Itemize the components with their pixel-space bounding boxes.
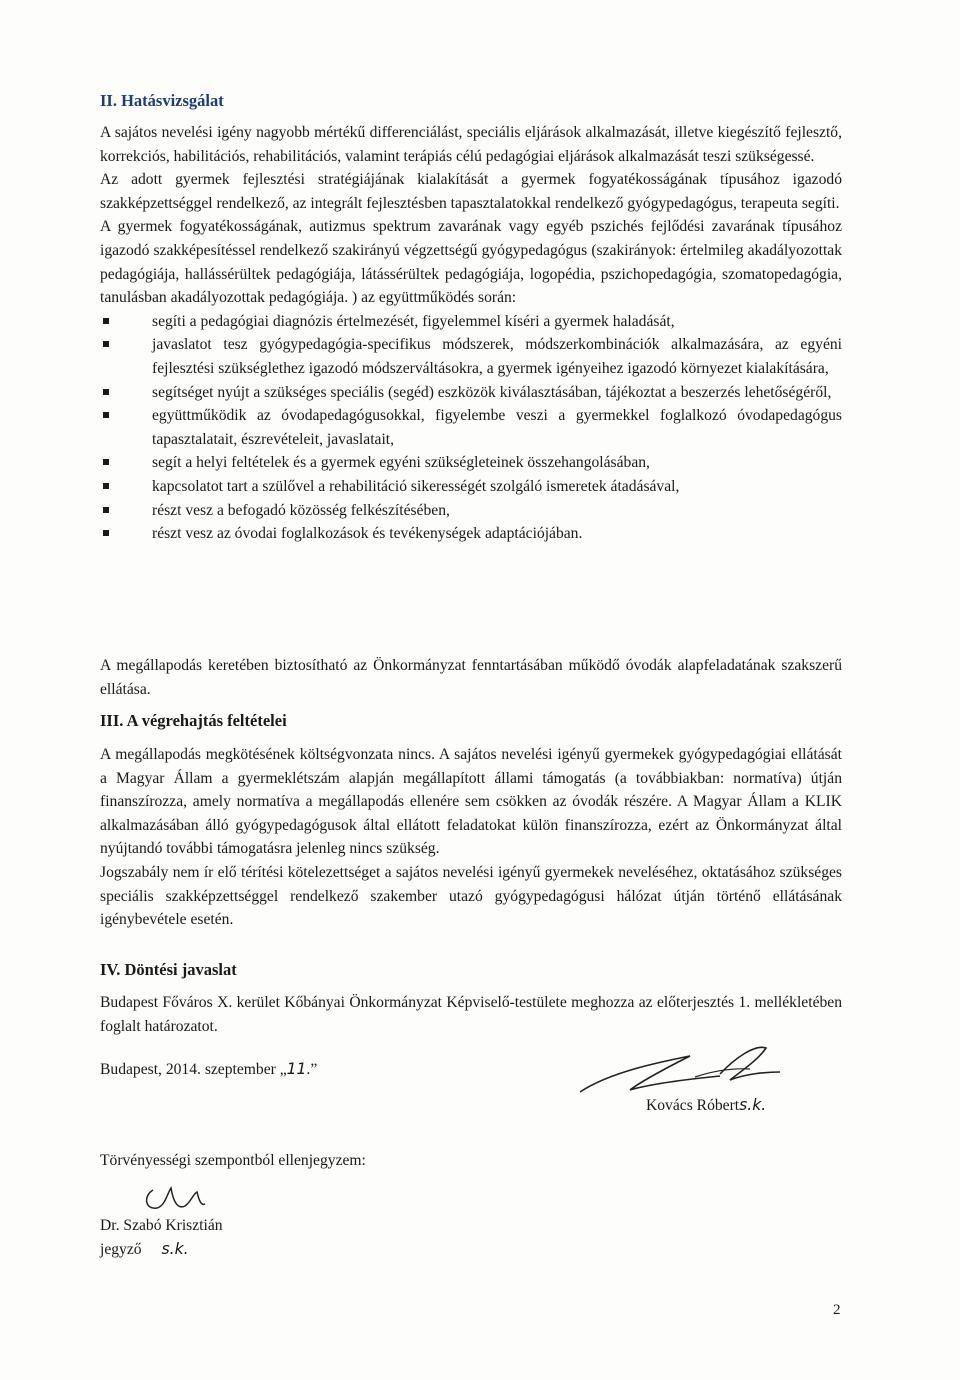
paragraph: Budapest Főváros X. kerület Kőbányai Önkormányzat Képviselő-testülete meghozza az előterjesztés 1. mellékletében foglalt határozatot. <box>100 994 842 1035</box>
list-item <box>100 451 842 475</box>
list-item-text: segít a helyi feltételek és a gyermek egyéni szükségleteinek összehangolásában, <box>152 454 650 472</box>
section-title-hatasvizsgalat: II. Hatásvizsgálat <box>100 91 224 110</box>
paragraph: A sajátos nevelési igény nagyobb mértékű differenciálást, speciális eljárások alkalmazását, illetve kiegészítő fejlesztő, korrekciós, habilitációs, rehabilitációs, valamint terápiás célú pedagógiai eljárások alkalmazását teszi szükségessé. <box>100 124 842 165</box>
list-item <box>100 475 842 499</box>
list-item <box>100 499 842 523</box>
list-item-text: javaslatot tesz gyógypedagógia-specifikus módszerek, módszerkombinációk alkalmazására, az egyéni fejlesztési szükséglethez igazodó módszerváltásokra, a gyermek igényeihez igazodó környezet kialakítására, <box>152 336 842 377</box>
section-body-hatasvizsgalat <box>100 121 842 546</box>
signer-name: Kovács Róbert <box>646 1097 740 1114</box>
list-item-text: részt vesz a befogadó közösség felkészítésében, <box>152 501 450 519</box>
legal-review-label: Törvényességi szempontból ellenjegyzem: <box>100 1152 366 1169</box>
date-prefix: Budapest, 2014. szeptember „ <box>100 1061 287 1078</box>
signer-mark: s.k. <box>739 1096 767 1114</box>
list-item-text: részt vesz az óvodai foglalkozások és tevékenységek adaptációjában. <box>152 525 583 543</box>
list-item-text: segíti a pedagógiai diagnózis értelmezését, figyelemmel kíséri a gyermek haladását, <box>152 312 675 330</box>
notary-name: Dr. Szabó Krisztián <box>100 1217 223 1234</box>
list-item <box>100 522 842 546</box>
list-item <box>100 404 842 451</box>
paragraph: Jogszabály nem ír elő térítési kötelezettséget a sajátos nevelési igényű gyermekek neveléséhez, oktatásához szükséges speciális szakképzettséggel rendelkező szakember utazó gyógypedagógusi hálózat útján történő ellátásának igénybevétele esetén. <box>100 863 842 929</box>
paragraph: A megállapodás keretében biztosítható az Önkormányzat fenntartásában működő óvodák alapfeladatának szakszerű ellátása. <box>100 657 842 698</box>
list-item <box>100 381 842 405</box>
notary-title-line <box>100 1238 189 1261</box>
list-item-text: segítséget nyújt a szükséges speciális (segéd) eszközök kiválasztásában, tájékoztat a beszerzés lehetőségéről, <box>152 383 832 401</box>
list-item-text: együttműködik az óvodapedagógusokkal, figyelembe veszi a gyermekkel foglalkozó óvodapedagógus tapasztalatait, észrevételeit, javaslatait, <box>152 407 842 448</box>
list-item <box>100 310 842 334</box>
mayor-signature-block <box>646 1094 766 1117</box>
paragraph: Az adott gyermek fejlesztési stratégiájának kialakítását a gyermek fogyatékosságának típusához igazodó szakképzettséggel rendelkező, az integrált fejlesztésben tapasztalatokkal rendelkező gyógypedagógus, terapeuta segíti. <box>100 171 842 212</box>
list-item <box>100 333 842 380</box>
section-title-dontesi-javaslat: IV. Döntési javaslat <box>100 960 237 979</box>
task-list <box>100 310 842 546</box>
paragraph: A gyermek fogyatékosságának, autizmus spektrum zavarának vagy egyéb pszichés fejlődési zavarának típusához igazodó szakképesítéssel rendelkező szakirányú végzettségű gyógypedagógus (szakirányok: értelmileg akadályozottak pedagógiája, hallássérültek pedagógiája, látássérültek pedagógiája, logopédia, pszichopedagógia, szomatopedagógia, tanulásban akadályozottak pedagógiája. ) az együttműködés során: <box>100 218 842 307</box>
notary-mark: s.k. <box>161 1240 189 1258</box>
section-title-vegrehajtas: III. A végrehajtás feltételei <box>100 711 287 730</box>
list-item-text: kapcsolatot tart a szülővel a rehabilitáció sikerességét szolgáló ismeretek átadásával, <box>152 477 680 495</box>
date-suffix: .” <box>306 1061 318 1078</box>
section-body-vegrehajtas <box>100 743 842 932</box>
date-day-handwritten: 11 <box>286 1060 307 1078</box>
notary-signature <box>135 1176 225 1220</box>
notary-title: jegyző <box>100 1241 142 1258</box>
page-number: 2 <box>833 1302 841 1318</box>
date-line <box>100 1058 317 1081</box>
paragraph: A megállapodás megkötésének költségvonzata nincs. A sajátos nevelési igényű gyermekek gyógypedagógiai ellátását a Magyar Állam a gyermeklétszám alapján megállapított állami támogatás (a továbbiakban: normatíva) útján finanszírozza, amely normatíva a megállapodás ellenére sem csökken az óvodák részére. A Magyar Állam a KLIK alkalmazásában álló gyógypedagógusok által ellátott feladatokat külön finanszírozza, ezért az Önkormányzat által nyújtandó további támogatásra jelenleg nincs szükség. <box>100 746 842 858</box>
